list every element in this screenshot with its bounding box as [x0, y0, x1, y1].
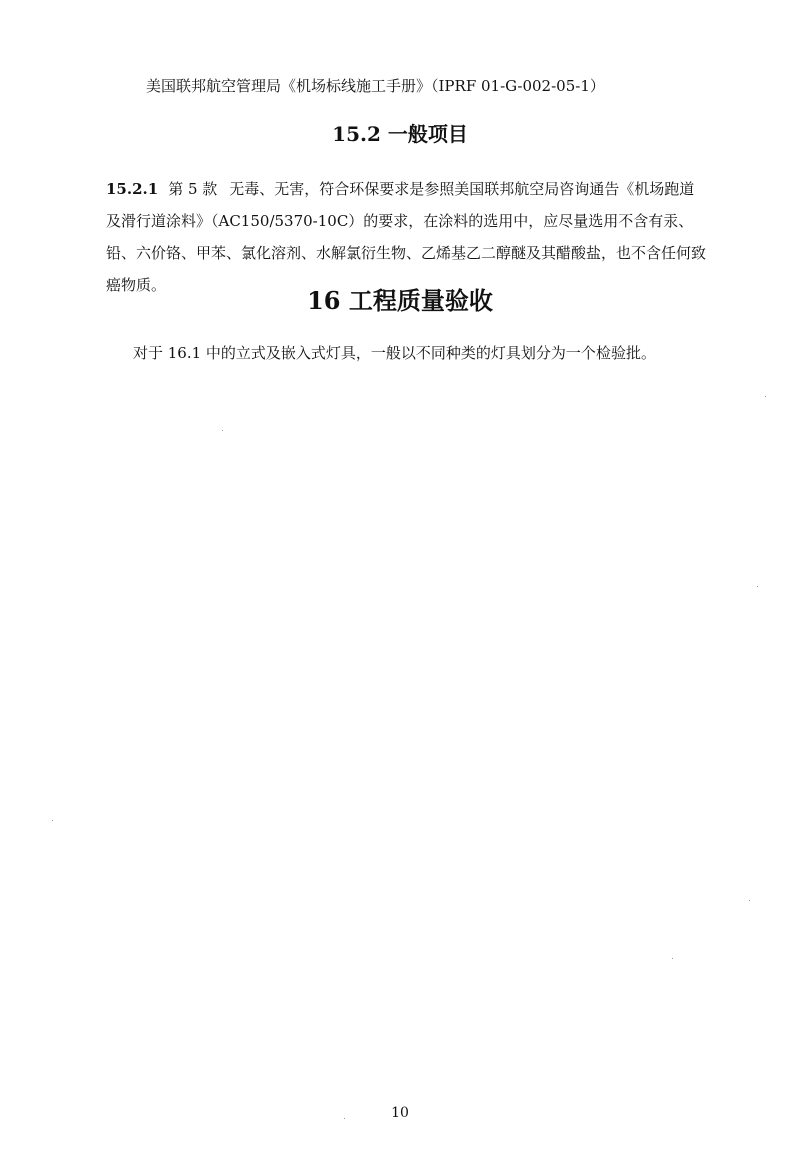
scan-speck: [757, 586, 758, 587]
clause-paragraph: [106, 173, 706, 301]
scan-speck: [222, 430, 223, 431]
clause-number: 15.2.1: [106, 180, 159, 198]
section-heading: 15.2 一般项目: [332, 122, 468, 146]
scan-speck: [765, 396, 766, 397]
page-number: 10: [391, 1105, 409, 1121]
body-paragraph: 对于 16.1 中的立式及嵌入式灯具，一般以不同种类的灯具划分为一个检验批。: [133, 344, 656, 362]
scan-speck: [52, 820, 53, 821]
chapter-heading: 16 工程质量验收: [307, 286, 493, 315]
clause-term: 第 5 款: [168, 180, 218, 198]
scan-speck: [749, 900, 750, 901]
scan-speck: [672, 958, 673, 959]
clause-text: 无毒、无害，符合环保要求是参照美国联邦航空局咨询通告《机场跑道及滑行道涂料》（AC150/5370-10C）的要求，在涂料的选用中，应尽量选用不含有汞、铅、六价铬、甲苯、氯化溶剂、水解氯衍生物、乙烯基乙二醇醚及其醋酸盐，也不含任何致癌物质。: [106, 180, 707, 294]
intro-line: 美国联邦航空管理局《机场标线施工手册》（IPRF 01-G-002-05-1）: [146, 77, 605, 95]
scan-speck: [344, 1118, 345, 1119]
